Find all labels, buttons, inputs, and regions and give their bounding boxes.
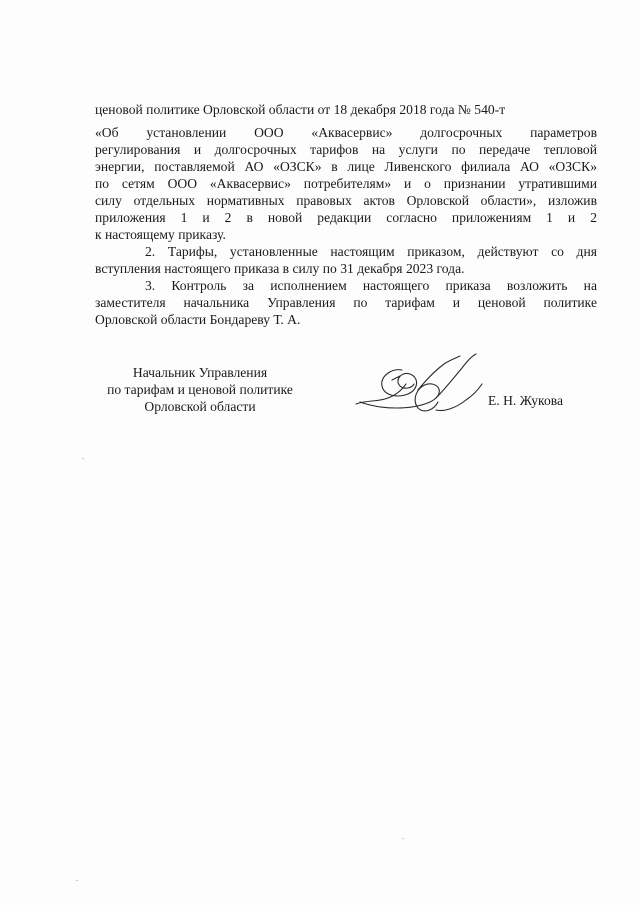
body-line-6: силу отдельных нормативных правовых актов Орловской области», изложив [95,193,597,208]
signatory-position-line-3: Орловской области [144,399,256,414]
body-line-2: «Об установлении ООО «Аквасервис» долгосрочных параметров [95,125,597,140]
handwritten-signature [352,350,492,425]
body-line-4: энергии, поставляемой АО «ОЗСК» в лице Ливенского филиала АО «ОЗСК» [95,159,597,174]
paragraph-2-line-2: вступления настоящего приказа в силу по 31 декабря 2023 года. [95,261,465,276]
signatory-position-line-2: по тарифам и ценовой политике [107,382,293,397]
body-line-1: ценовой политике Орловской области от 18 декабря 2018 года № 540-т [95,102,506,117]
body-line-8: к настоящему приказу. [95,227,226,242]
paragraph-3-line-2: заместителя начальника Управления по тарифам и ценовой политике [95,295,597,310]
body-line-7: приложения 1 и 2 в новой редакции согласно приложениям 1 и 2 [95,210,597,225]
paragraph-3-line-3: Орловской области Бондареву Т. А. [95,312,301,327]
body-line-3: регулирования и долгосрочных тарифов на услуги по передаче тепловой [95,142,597,157]
paragraph-2-line-1: 2. Тарифы, установленные настоящим приказом, действуют со дня [145,244,597,259]
paragraph-3-line-1: 3. Контроль за исполнением настоящего приказа возложить на [145,278,597,293]
scan-speck [402,838,404,839]
signatory-position-line-1: Начальник Управления [132,365,268,380]
signatory-name: Е. Н. Жукова [488,393,564,408]
scan-speck [76,880,78,881]
scan-speck [82,458,84,459]
body-line-5: по сетям ООО «Аквасервис» потребителям» и о признании утратившими [95,176,597,191]
